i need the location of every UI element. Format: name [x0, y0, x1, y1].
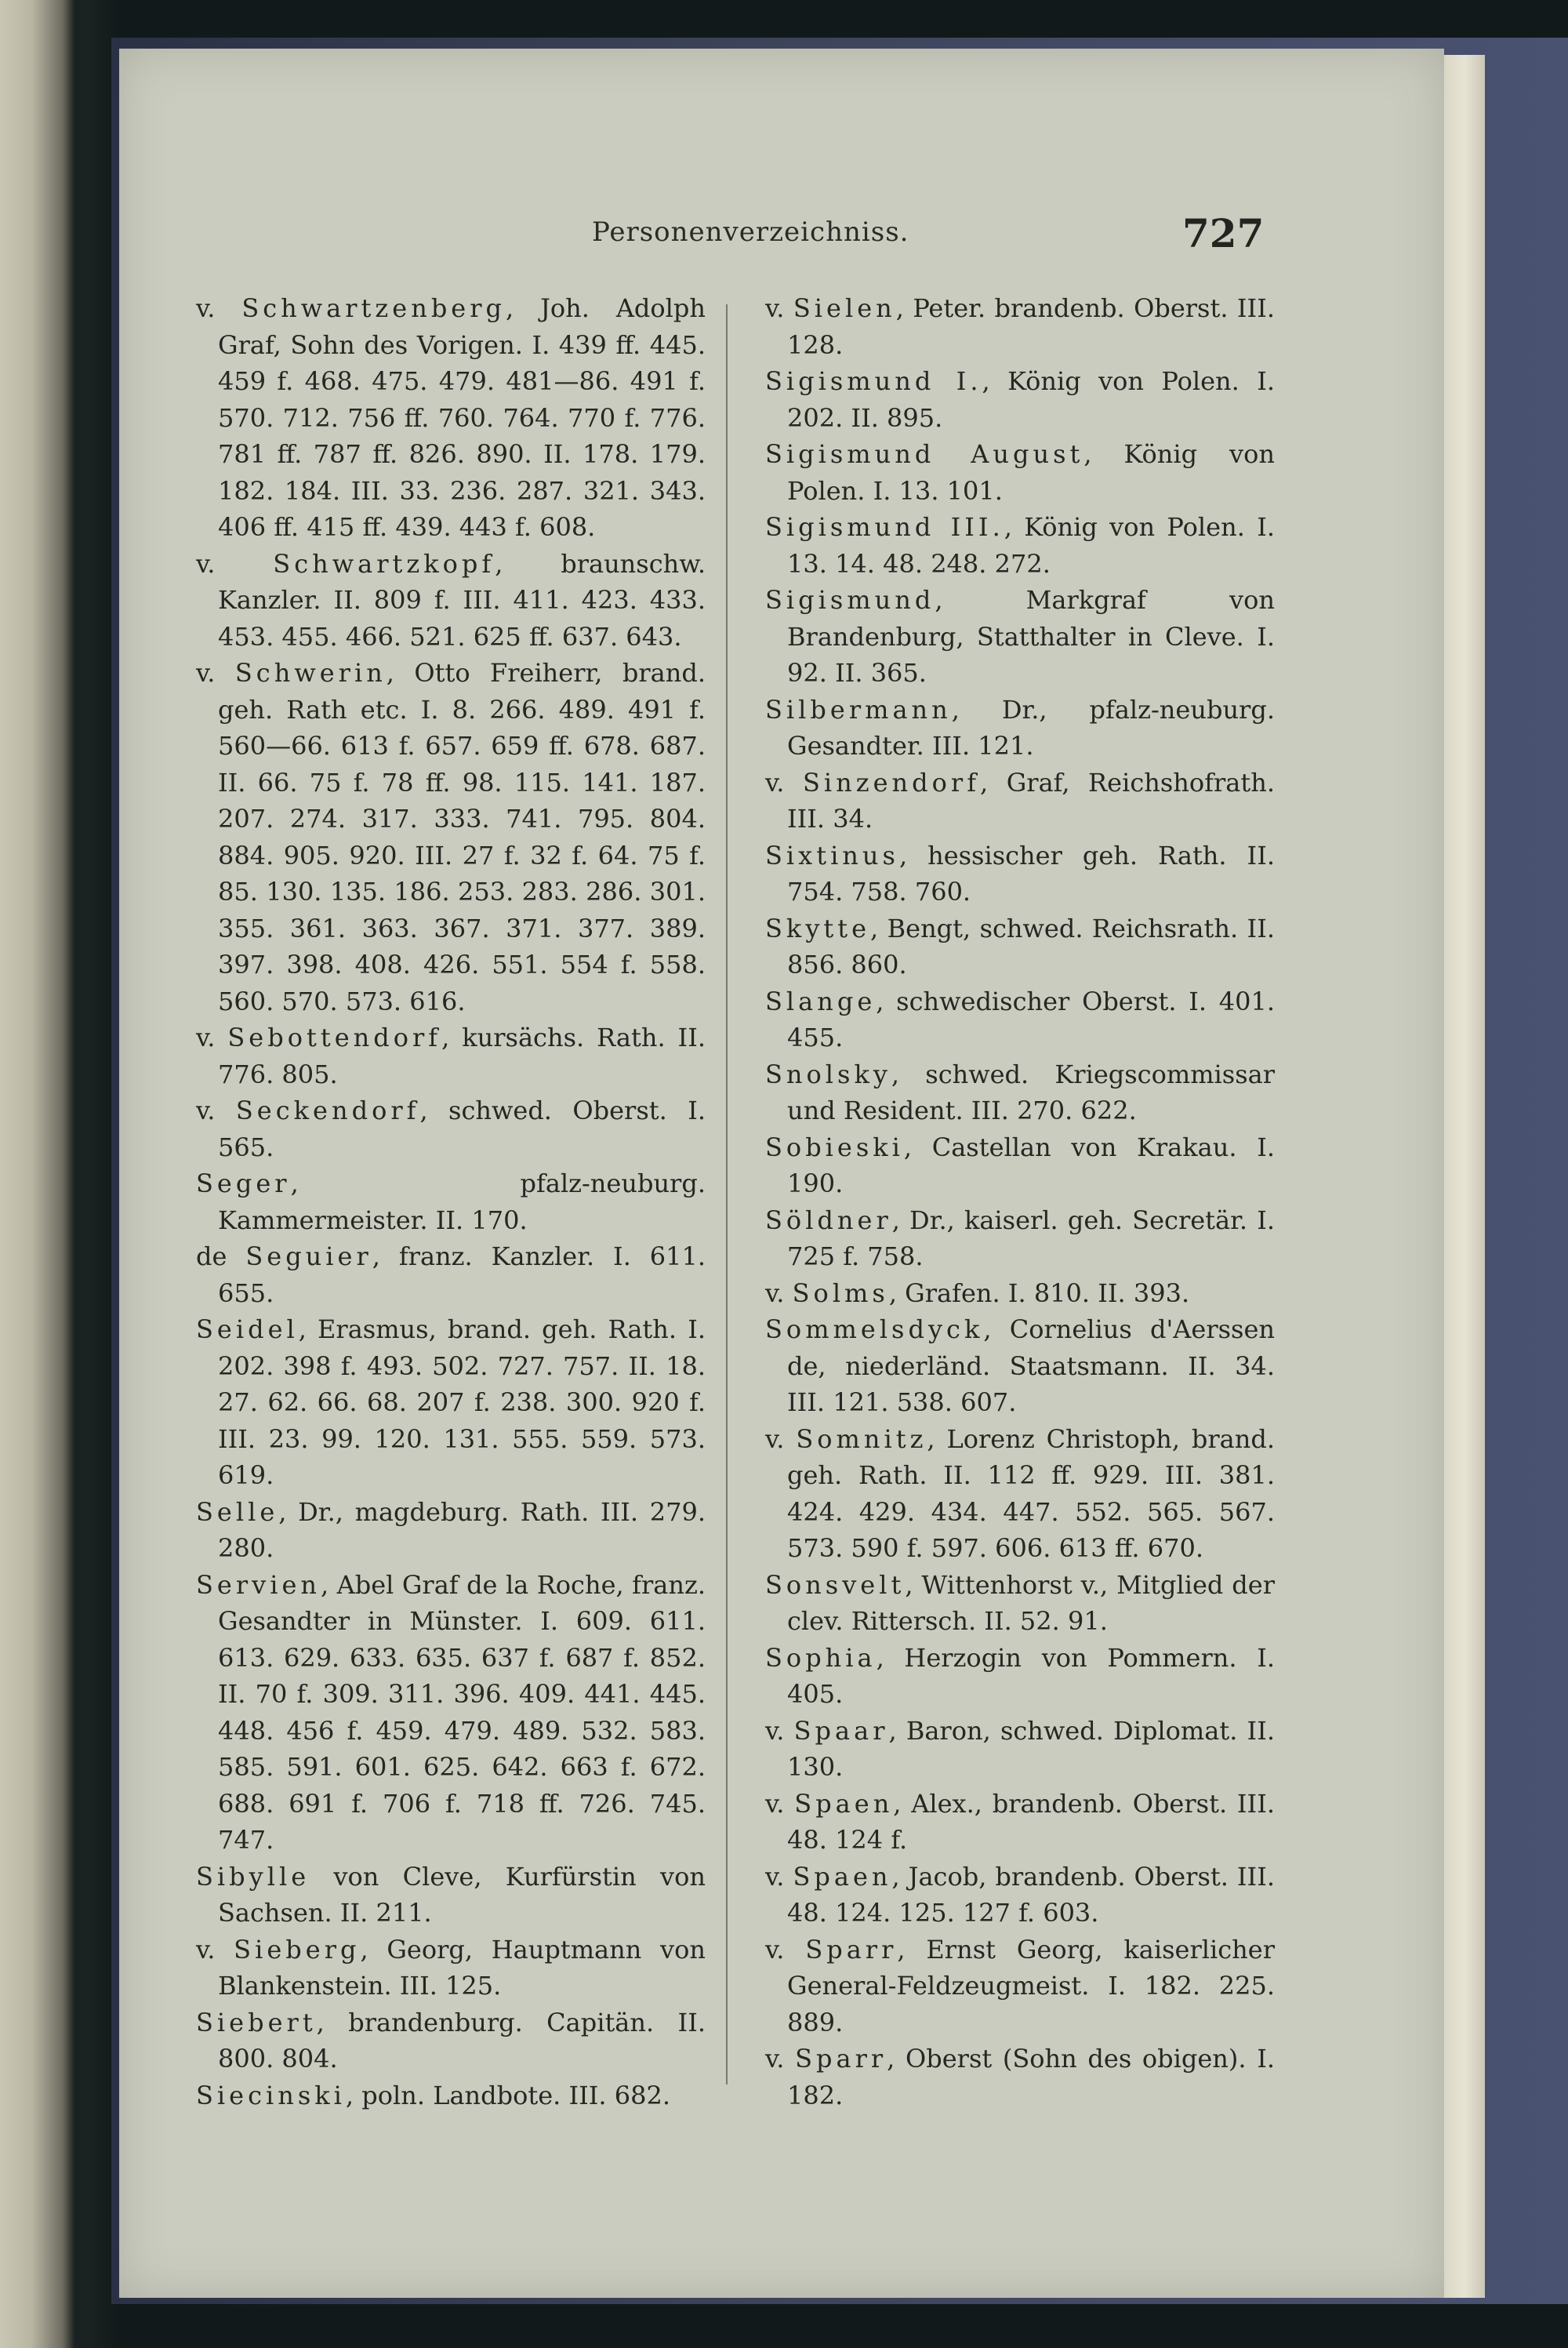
- entry-name: Siebert: [196, 2007, 317, 2037]
- entry-name: Sigismund: [765, 585, 935, 615]
- entry-name: Sommelsdyck: [765, 1314, 984, 1344]
- entry-name: Slange: [765, 986, 877, 1016]
- entry-references: , Grafen. I. 810. II. 393.: [888, 1278, 1190, 1308]
- index-entry: [765, 692, 1275, 765]
- entry-name: Sobieski: [765, 1132, 904, 1162]
- index-entry: [765, 1275, 1275, 1312]
- index-entry: [765, 1567, 1275, 1640]
- entry-name: Sinzendorf: [802, 767, 981, 798]
- entry-prefix: v.: [196, 1934, 216, 1965]
- entry-references: , König von Polen. I. 13. 14. 48. 248. 272.: [787, 512, 1276, 579]
- entry-name: Sophia: [765, 1642, 877, 1673]
- entry-references: , Dr., magdeburg. Rath. III. 279. 280.: [218, 1496, 706, 1563]
- index-entry: [196, 290, 706, 546]
- index-entry: [196, 2077, 706, 2114]
- entry-name: Spaar: [793, 1715, 889, 1746]
- entry-name: Sixtinus: [765, 840, 899, 871]
- entry-references: , Peter. brandenb. Oberst. III. 128.: [787, 293, 1276, 360]
- entry-references: , Joh. Adolph Graf, Sohn des Vorigen. I. 439 ff. 445. 459 f. 468. 475. 479. 481—86. 491 f. 570. 712. 756 ff. 760. 764. 770 f. 776. 781 ff. 787 ff. 826. 890. II. 178. 179. 182. 184. III. 33. 236. 287. 321. 343. 406 ff. 415 ff. 439. 443 f. 608.: [218, 293, 706, 542]
- entry-name: Skytte: [765, 913, 871, 943]
- index-column-left: [196, 290, 706, 2114]
- entry-name: Sielen: [793, 293, 896, 323]
- entry-name: Schwerin: [234, 658, 387, 688]
- entry-references: , Dr., kaiserl. geh. Secretär. I. 725 f. 758.: [787, 1205, 1275, 1271]
- entry-name: Spaen: [793, 1861, 892, 1892]
- index-entry: [765, 509, 1275, 582]
- entry-references: , Jacob, brandenb. Oberst. III. 48. 124. 125. 127 f. 603.: [787, 1861, 1276, 1928]
- index-entry: [765, 1056, 1275, 1129]
- entry-references: , Georg, Hauptmann von Blankenstein. III. 125.: [218, 1934, 706, 2001]
- book-binding: [0, 0, 74, 2348]
- index-entry: [765, 2041, 1275, 2114]
- entry-prefix: v.: [765, 1423, 785, 1454]
- entry-references: , schwedischer Oberst. I. 401. 455.: [787, 986, 1275, 1052]
- entry-references: , Castellan von Krakau. I. 190.: [787, 1132, 1275, 1198]
- index-entry: [765, 1932, 1275, 2041]
- page-number: 727: [1182, 210, 1265, 256]
- index-entry: [196, 1020, 706, 1092]
- entry-name: Somnitz: [796, 1423, 927, 1454]
- index-entry: [765, 1786, 1275, 1859]
- entry-references: , Dr., pfalz-neuburg. Gesandter. III. 121.: [787, 694, 1275, 761]
- index-entry: [765, 1311, 1275, 1421]
- index-entry: [765, 838, 1275, 910]
- entry-prefix: v.: [196, 1096, 216, 1125]
- entry-references: , hessischer geh. Rath. II. 754. 758. 760.: [787, 840, 1275, 907]
- index-entry: [765, 582, 1275, 692]
- index-entry: [765, 1129, 1275, 1202]
- entry-references: , schwed. Oberst. I. 565.: [218, 1096, 706, 1162]
- entry-references: , Otto Freiherr, brand. geh. Rath etc. I. 8. 266. 489. 491 f. 560—66. 613 f. 657. 659 ff. 678. 687. II. 66. 75 f. 78 ff. 98. 115. 141. 187. 207. 274. 317. 333. 741. 795. 804. 884. 905. 920. III. 27 f. 32 f. 64. 75 f. 85. 130. 135. 186. 253. 283. 286. 301. 355. 361. 363. 367. 371. 377. 389. 397. 398. 408. 426. 551. 554 f. 558. 560. 570. 573. 616.: [218, 658, 706, 1016]
- page-edge: [1444, 55, 1485, 2298]
- entry-prefix: v.: [765, 1278, 785, 1308]
- entry-name: Seguier: [245, 1241, 372, 1271]
- index-entry: [196, 1165, 706, 1238]
- entry-prefix: de: [196, 1241, 227, 1271]
- entry-references: , brandenburg. Capitän. II. 800. 804.: [218, 2007, 706, 2074]
- entry-name: Snolsky: [765, 1059, 891, 1089]
- entry-name: Sieberg: [234, 1934, 361, 1965]
- entry-references: , Abel Graf de la Roche, franz. Gesandter in Münster. I. 609. 611. 613. 629. 633. 635. 637 f. 687 f. 852. II. 70 f. 309. 311. 396. 409. 441. 445. 448. 456 f. 459. 479. 489. 532. 583. 585. 591. 601. 625. 642. 663 f. 672. 688. 691 f. 706 f. 718 ff. 726. 745. 747.: [218, 1569, 706, 1855]
- entry-references: , poln. Landbote. III. 682.: [345, 2080, 671, 2110]
- entry-references: , Alex., brandenb. Oberst. III. 48. 124 f.: [787, 1788, 1276, 1855]
- entry-references: , Oberst (Sohn des obigen). I. 182.: [787, 2044, 1275, 2110]
- entry-prefix: v.: [196, 1023, 216, 1052]
- entry-name: Sparr: [795, 2044, 887, 2074]
- index-entry: [765, 910, 1275, 983]
- index-entry: [196, 1859, 706, 1932]
- entry-prefix: v.: [196, 548, 216, 579]
- entry-references: , kursächs. Rath. II. 776. 805.: [218, 1023, 706, 1089]
- index-entry: [765, 1640, 1275, 1713]
- entry-prefix: v.: [765, 2044, 785, 2074]
- index-entry: [765, 765, 1275, 838]
- entry-references: , Herzogin von Pommern. I. 405.: [787, 1642, 1275, 1709]
- index-entry: [765, 290, 1275, 363]
- entry-references: , franz. Kanzler. I. 611. 655.: [218, 1241, 706, 1308]
- index-entry: [196, 1092, 706, 1165]
- entry-name: Seidel: [196, 1314, 299, 1344]
- entry-references: , Markgraf von Brandenburg, Statthalter in Cleve. I. 92. II. 365.: [787, 585, 1275, 688]
- entry-references: , Graf, Reichshofrath. III. 34.: [787, 767, 1275, 834]
- index-entry: [765, 1713, 1275, 1786]
- running-header: Personenverzeichniss.: [592, 216, 909, 248]
- entry-name: Spaen: [794, 1788, 894, 1819]
- entry-name: Seckendorf: [235, 1096, 420, 1125]
- entry-prefix: v.: [765, 767, 785, 798]
- entry-name: Silbermann: [765, 694, 952, 725]
- index-entry: [765, 363, 1275, 436]
- entry-prefix: v.: [765, 1934, 785, 1965]
- index-entry: [765, 983, 1275, 1056]
- entry-name: Sparr: [805, 1934, 898, 1965]
- entry-name: Söldner: [765, 1205, 892, 1235]
- index-entry: [765, 436, 1275, 509]
- entry-name: Sigismund I.: [765, 366, 982, 396]
- entry-references: , braunschw. Kanzler. II. 809 f. III. 411. 423. 433. 453. 455. 466. 521. 625 ff. 637. 643.: [218, 548, 706, 652]
- entry-name: Sigismund III.: [765, 512, 1004, 542]
- entry-references: , schwed. Kriegscommissar und Resident. III. 270. 622.: [787, 1059, 1275, 1125]
- index-entry: [765, 1202, 1275, 1275]
- entry-name: Sibylle: [196, 1861, 310, 1892]
- entry-name: Schwartzenberg: [241, 293, 506, 323]
- entry-prefix: v.: [196, 293, 216, 323]
- entry-references: , pfalz-neuburg. Kammermeister. II. 170.: [218, 1169, 706, 1235]
- index-entry: [196, 1932, 706, 2005]
- entry-name: Sonsvelt: [765, 1569, 906, 1600]
- index-entry: [196, 1238, 706, 1311]
- index-column-right: [765, 290, 1275, 2114]
- index-entry: [196, 1311, 706, 1494]
- entry-name: Sebottendorf: [227, 1023, 442, 1052]
- entry-references: , Ernst Georg, kaiserlicher General-Feldzeugmeist. I. 182. 225. 889.: [787, 1934, 1275, 2037]
- column-divider: [726, 304, 728, 2084]
- entry-name: Sigismund August: [765, 439, 1084, 469]
- index-entry: [765, 1421, 1275, 1567]
- entry-prefix: v.: [765, 1715, 785, 1746]
- index-entry: [196, 546, 706, 656]
- entry-references: , Cornelius d'Aerssen de, niederländ. Staatsmann. II. 34. III. 121. 538. 607.: [787, 1314, 1275, 1417]
- entry-references: , Baron, schwed. Diplomat. II. 130.: [787, 1715, 1275, 1782]
- entry-prefix: v.: [765, 1861, 785, 1892]
- index-entry: [196, 2005, 706, 2077]
- index-entry: [196, 1567, 706, 1859]
- entry-name: Siecinski: [196, 2080, 346, 2110]
- entry-name: Servien: [196, 1569, 321, 1600]
- entry-references: , Erasmus, brand. geh. Rath. I. 202. 398 f. 493. 502. 727. 757. II. 18. 27. 62. 66. 68. 207 f. 238. 300. 920 f. III. 23. 99. 120. 131. 555. 559. 573. 619.: [218, 1314, 706, 1490]
- entry-references: , Lorenz Christoph, brand. geh. Rath. II. 112 ff. 929. III. 381. 424. 429. 434. 447. 552. 565. 567. 573. 590 f. 597. 606. 613 ff. 670.: [787, 1423, 1275, 1563]
- index-entry: [765, 1859, 1275, 1932]
- index-entry: [196, 655, 706, 1020]
- entry-references: , König von Polen. I. 202. II. 895.: [787, 366, 1276, 433]
- entry-references: , Bengt, schwed. Reichsrath. II. 856. 860.: [787, 913, 1275, 980]
- entry-name: Solms: [792, 1278, 889, 1308]
- entry-name: Schwartzkopf: [273, 548, 495, 579]
- entry-name: Selle: [196, 1496, 279, 1527]
- entry-prefix: v.: [765, 293, 785, 323]
- entry-name: Seger: [196, 1169, 291, 1198]
- entry-references: , König von Polen. I. 13. 101.: [787, 439, 1276, 506]
- entry-prefix: v.: [765, 1788, 785, 1819]
- entry-references: von Cleve, Kurfürstin von Sachsen. II. 211.: [218, 1861, 706, 1928]
- index-entry: [196, 1494, 706, 1567]
- entry-references: , Wittenhorst v., Mitglied der clev. Rittersch. II. 52. 91.: [787, 1569, 1275, 1636]
- entry-prefix: v.: [196, 658, 216, 688]
